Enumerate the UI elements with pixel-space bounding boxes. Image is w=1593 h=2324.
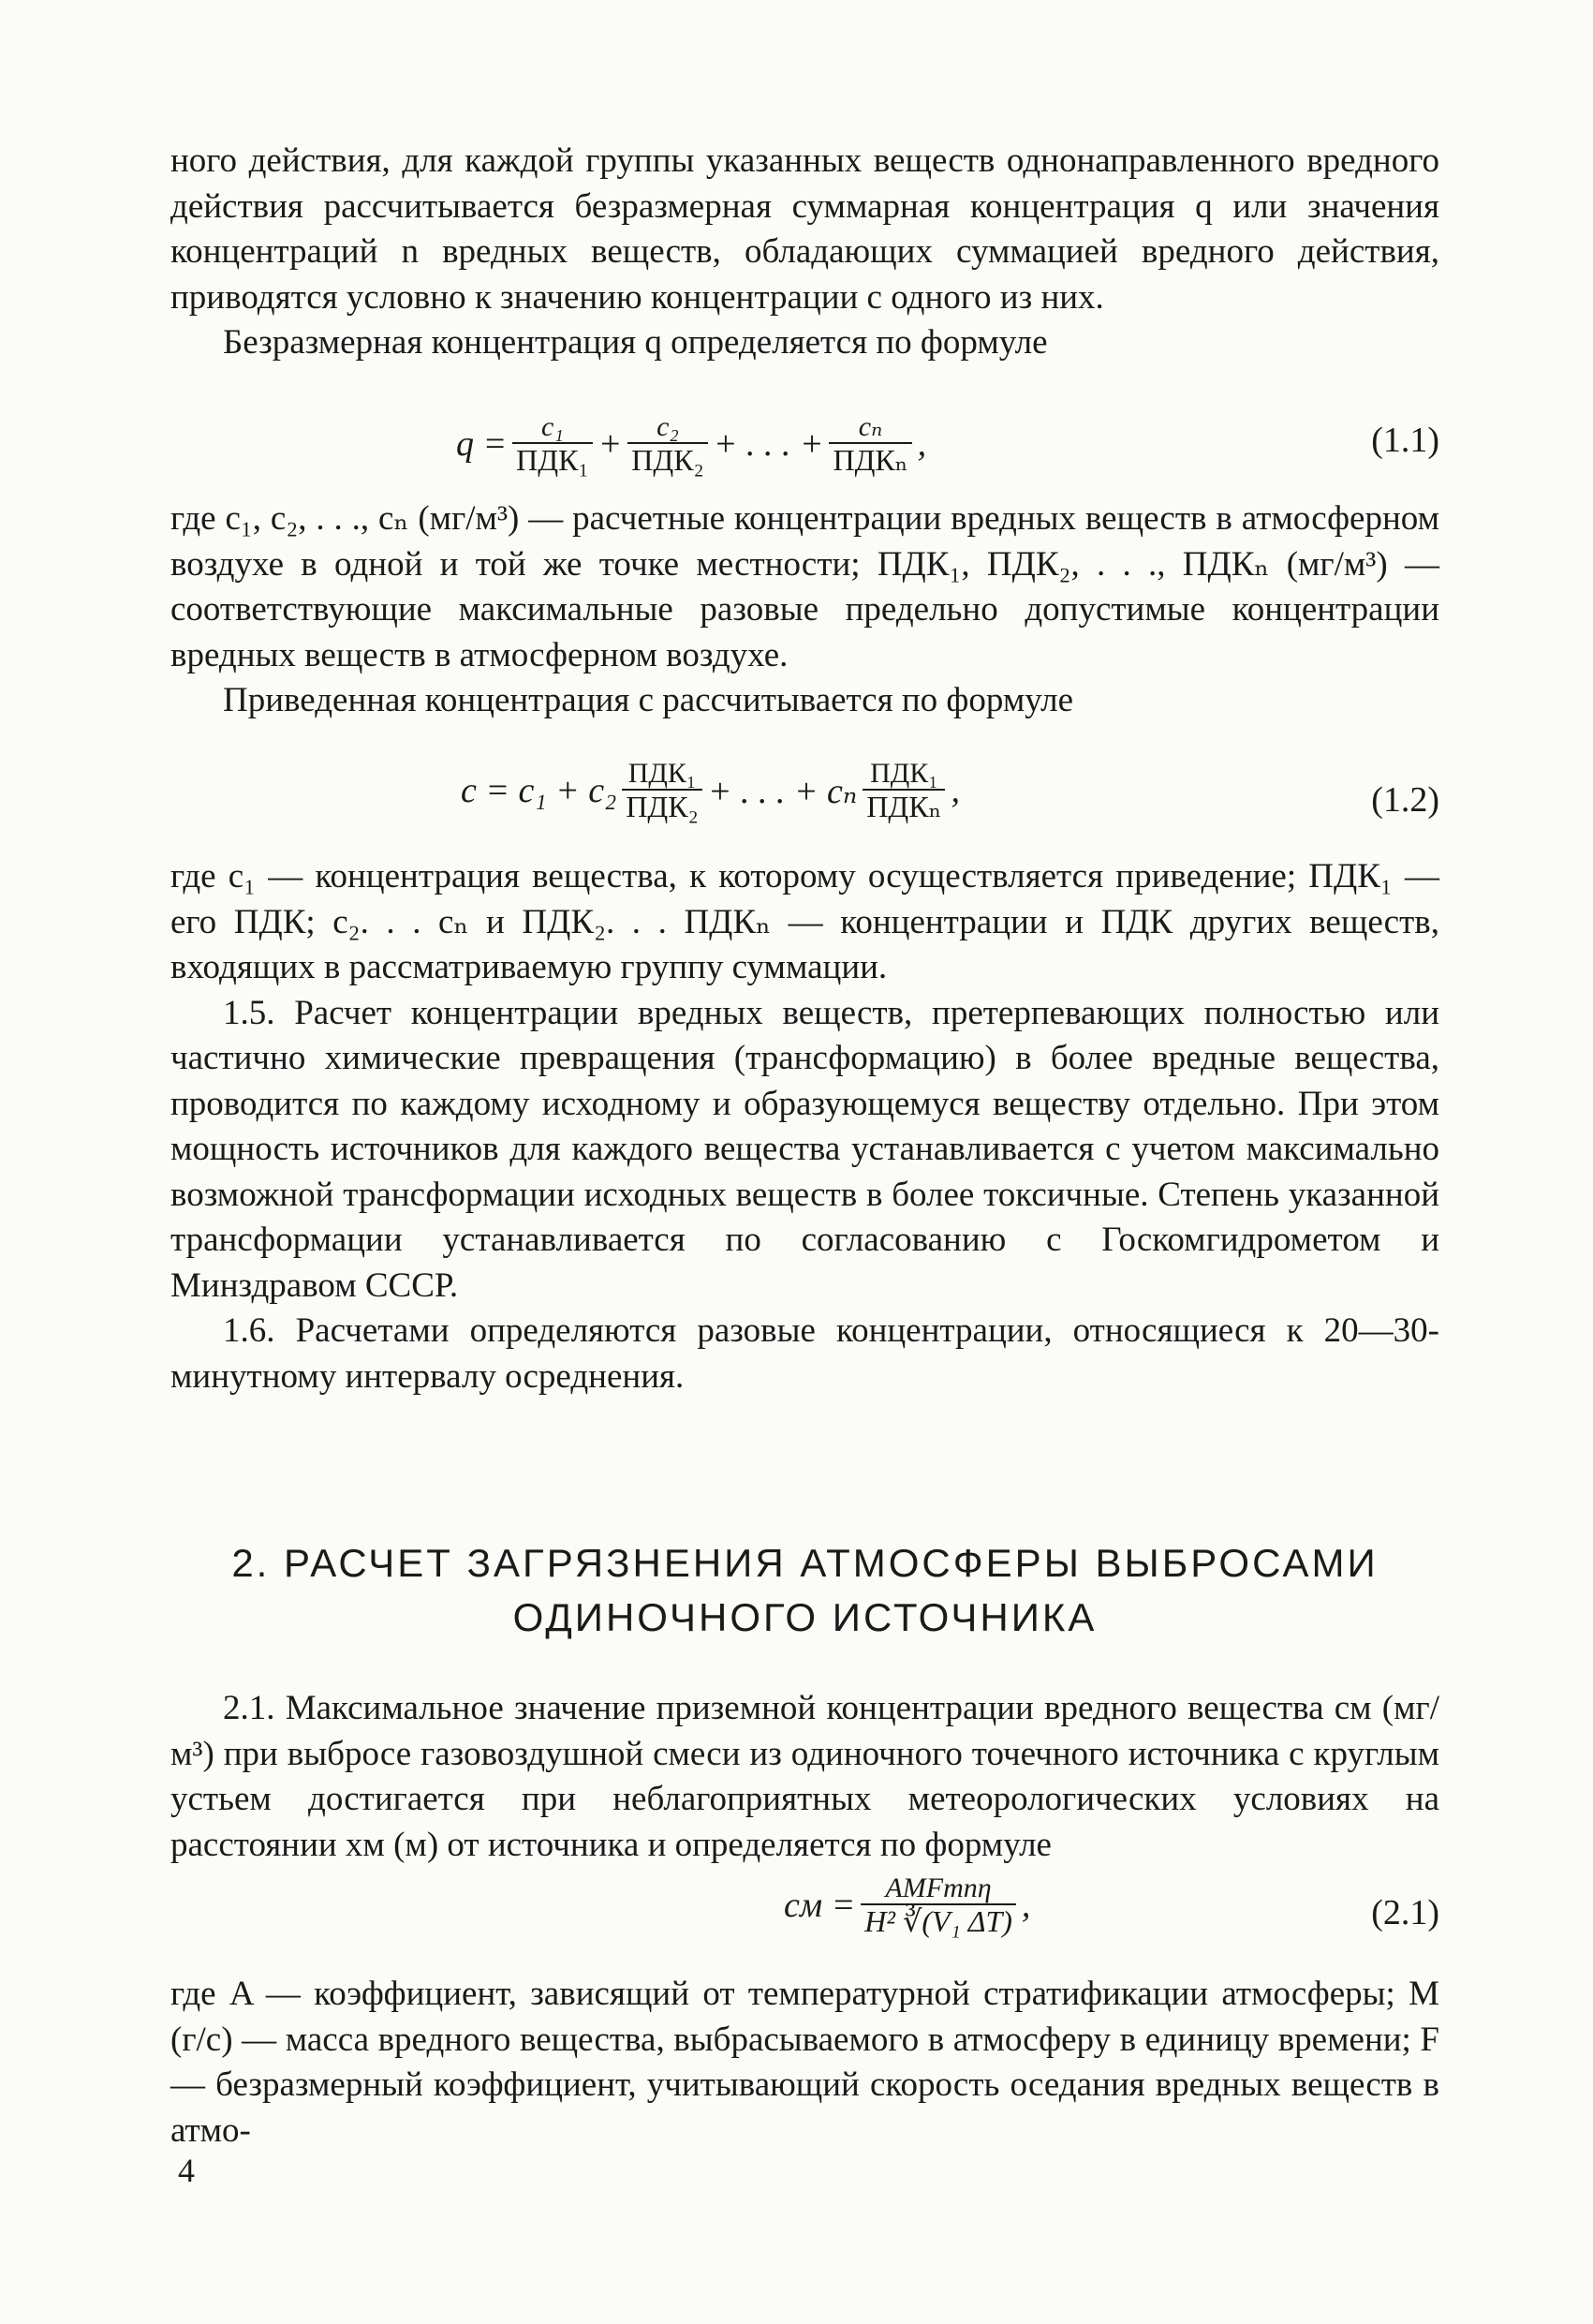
paragraph: где A — коэффициент, зависящий от температурной стратификации атмосферы; M (г/с) — масса вредного вещества, выбрасываемого в атмосферу в единицу времени; F — безразмерный коэффициент, учитывающий скорость оседания вредных веществ в атмо- xyxy=(170,1975,1439,2150)
text-block-mid1 xyxy=(170,496,1439,724)
formula-tail: , xyxy=(1021,1886,1031,1925)
fraction-denominator: H² ∛(V₁ ΔT) xyxy=(861,1903,1016,1937)
heading-line: ОДИНОЧНОГО ИСТОЧНИКА xyxy=(512,1595,1098,1639)
formula-number: (1.1) xyxy=(1371,421,1439,460)
text-block-top xyxy=(170,139,1439,366)
formula-lhs: q = xyxy=(456,424,508,464)
paragraph: 2.1. Максимальное значение приземной концентрации вредного вещества cм (мг/м³) при выбросе газовоздушной смеси из одиночного точечного источника с круглым устьем достигается при неблагоприятных метеорологических условиях на расстоянии xм (м) от источника и определяется по формуле xyxy=(170,1689,1439,1864)
formula-tail: , xyxy=(951,771,960,810)
formula-number: (2.1) xyxy=(1371,1893,1439,1932)
fraction xyxy=(861,1873,1016,1937)
formula-tail: , xyxy=(917,424,927,464)
fraction-denominator: ПДК₂ xyxy=(622,789,701,822)
ellipsis-sum: + . . . + xyxy=(713,424,824,464)
fraction-numerator: AMFmnη xyxy=(885,1873,992,1903)
paragraph: 1.6. Расчетами определяются разовые концентрации, относящиеся к 20—30-минутному интервалу осреднения. xyxy=(170,1311,1439,1396)
fraction-numerator: ПДК₁ xyxy=(870,758,938,789)
fraction-numerator: c₁ xyxy=(541,411,564,442)
paragraph: 1.5. Расчет концентрации вредных веществ, претерпевающих полностью или частично химические превращения (трансформацию) в более вредные вещества, проводится по каждому исходному и образующемуся веществу отдельно. При этом мощность источников для каждого вещества устанавливается с учетом максимально возможной трансформации исходных веществ в более токсичные. Степень указанной трансформации устанавливается по согласованию с Госкомгидрометом и Минздравом СССР. xyxy=(170,993,1439,1305)
fraction xyxy=(829,412,911,476)
fraction-numerator: c₂ xyxy=(656,411,679,442)
paragraph: ного действия, для каждой группы указанных веществ однонаправленного вредного действия рассчитывается безразмерная суммарная концентрация q или значения концентраций n вредных веществ, обладающих суммацией вредного действия, приводятся условно к значению концентрации c одного из них. xyxy=(170,141,1439,317)
paragraph: где c₁ — концентрация вещества, к которому осуществляется приведение; ПДК₁ — его ПДК; c₂. . . cₙ и ПДК₂. . . ПДКₙ — концентрации и ПДК других веществ, входящих в рассматриваемую группу суммации. xyxy=(170,857,1439,986)
plus-sign: + xyxy=(597,424,623,464)
fraction xyxy=(863,759,945,822)
formula-lhs: cм = xyxy=(784,1886,856,1925)
fraction xyxy=(512,412,592,476)
fraction-numerator: ПДК₁ xyxy=(627,758,697,789)
heading-line: 2. РАСЧЕТ ЗАГРЯЗНЕНИЯ АТМОСФЕРЫ ВЫБРОСАМИ xyxy=(231,1541,1379,1585)
ellipsis-sum: + . . . + cₙ xyxy=(707,771,858,811)
formula-lhs: c = c₁ + c₂ xyxy=(461,771,617,810)
paragraph: Приведенная концентрация c рассчитывается по формуле xyxy=(223,681,1073,719)
fraction-numerator: cₙ xyxy=(858,411,883,442)
fraction-denominator: ПДКₙ xyxy=(863,789,945,822)
paragraph: Безразмерная концентрация q определяется по формуле xyxy=(223,323,1048,362)
fraction-denominator: ПДК₁ xyxy=(512,442,592,476)
fraction-denominator: ПДК₂ xyxy=(627,442,707,476)
text-block-bottom2 xyxy=(170,1972,1439,2154)
fraction xyxy=(622,759,701,822)
formula-number: (1.2) xyxy=(1371,780,1439,820)
paragraph: где c₁, c₂, . . ., cₙ (мг/м³) — расчетные концентрации вредных веществ в атмосферном воздухе в одной и той же точке местности; ПДК₁, ПДК₂, . . ., ПДКₙ (мг/м³) — соответствующие максимальные разовые предельно допустимые концентрации вредных веществ в атмосферном воздухе. xyxy=(170,499,1439,674)
fraction-denominator: ПДКₙ xyxy=(829,442,911,476)
page-number: 4 xyxy=(178,2152,195,2189)
text-block-mid2 xyxy=(170,854,1439,1399)
fraction xyxy=(627,412,707,476)
text-block-bottom1 xyxy=(170,1686,1439,1868)
section-heading xyxy=(170,1536,1439,1645)
